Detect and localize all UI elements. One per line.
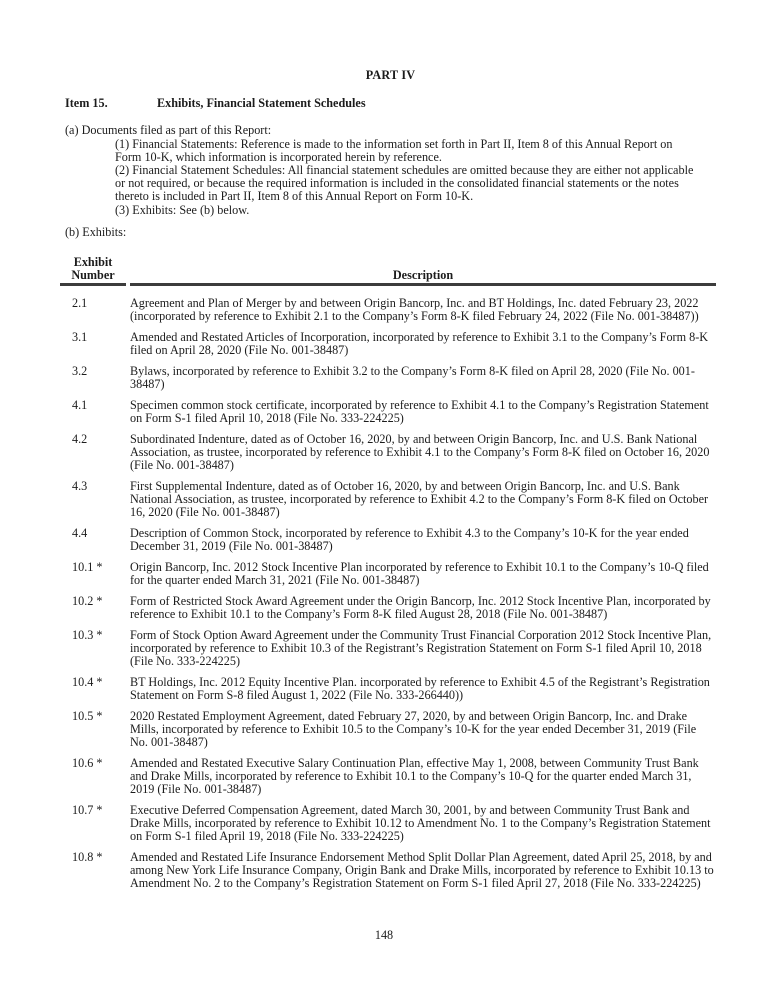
exhibit-description-cell: 2020 Restated Employment Agreement, dated February 27, 2020, by and between Origin Bancorp, Inc. and Drake Mills, incorporated by reference to Exhibit 10.5 to the Company’s 10-K for the year ended December 31, 2019 (File No. 001-38487) — [130, 709, 697, 750]
exhibit-number-cell: 4.4 — [72, 526, 88, 541]
exhibit-row — [60, 843, 716, 890]
exhibit-description-cell: Origin Bancorp, Inc. 2012 Stock Incentive Plan incorporated by reference to Exhibit 10.1 to the Company’s 10-Q filed for the quarter ended March 31, 2021 (File No. 001-38487) — [130, 560, 709, 588]
page-number: 148 — [374, 928, 394, 942]
exhibit-number-cell: 3.1 — [72, 330, 88, 345]
exhibit-number-cell: 4.3 — [72, 479, 88, 494]
exhibit-number-header-line2: Number — [71, 268, 115, 283]
exhibit-number-cell: 4.2 — [72, 432, 88, 447]
exhibit-description-cell: Amended and Restated Life Insurance Endorsement Method Split Dollar Plan Agreement, dated April 25, 2018, by and among New York Life Insurance Company, Origin Bank and Drake Mills, incorporated by reference to Exhibit 10.13 to Amendment No. 2 to the Company’s Registration Statement on Form S-1 filed April 27, 2018 (File No. 333-224225) — [130, 850, 714, 891]
exhibit-number-cell: 10.6 * — [72, 756, 103, 771]
paragraph-financial-statement-schedules: (2) Financial Statement Schedules: All financial statement schedules are omitted because they are either not applicable or not required, or because the required information is included in the consolidated financial statements or the notes thereto is included in Part II, Item 8 of this Annual Report on Form 10-K. — [115, 163, 694, 204]
exhibit-row — [60, 286, 716, 323]
exhibit-row — [60, 621, 716, 668]
exhibits-table-header-row — [60, 256, 716, 286]
exhibit-description-cell: BT Holdings, Inc. 2012 Equity Incentive Plan. incorporated by reference to Exhibit 4.5 of the Registrant’s Registration Statement on Form S-8 filed August 1, 2022 (File No. 333-266440)) — [130, 675, 710, 703]
exhibit-number-cell: 10.4 * — [72, 675, 103, 690]
exhibit-description-cell: Form of Restricted Stock Award Agreement under the Origin Bancorp, Inc. 2012 Stock Incentive Plan, incorporated by reference to Exhibit 10.1 to the Company’s Form 8-K filed August 28, 2018 (File No. 001-38487) — [130, 594, 711, 622]
section-b-heading: (b) Exhibits: — [65, 224, 127, 239]
exhibit-description-cell: Amended and Restated Articles of Incorporation, incorporated by reference to Exhibit 3.1 to the Company’s Form 8-K filed on April 28, 2020 (File No. 001-38487) — [130, 330, 709, 358]
exhibit-description-cell: Agreement and Plan of Merger by and between Origin Bancorp, Inc. and BT Holdings, Inc. dated February 23, 2022 (incorporated by reference to Exhibit 2.1 to the Company’s Form 8-K filed February 24, 2022 (File No. 001-38487)) — [130, 296, 699, 324]
exhibit-row — [60, 391, 716, 425]
page-content — [65, 0, 716, 890]
item-number-label: Item 15. — [65, 96, 108, 111]
exhibit-row — [60, 668, 716, 702]
item-title-label: Exhibits, Financial Statement Schedules — [157, 96, 366, 111]
section-a-heading: (a) Documents filed as part of this Report: — [65, 123, 272, 138]
exhibit-description-cell: First Supplemental Indenture, dated as of October 16, 2020, by and between Origin Bancorp, Inc. and U.S. Bank National Association, as trustee, incorporated by reference to Exhibit 4.2 to the Company’s Form 8-K filed on October 16, 2020 (File No. 001-38487) — [130, 479, 709, 520]
exhibit-description-cell: Form of Stock Option Award Agreement under the Community Trust Financial Corporation 2012 Stock Incentive Plan, incorporated by reference to Exhibit 10.3 of the Registrant’s Registration Statement on Form S-1 filed April 10, 2018 (File No. 333-224225) — [130, 628, 712, 669]
exhibit-number-column-header — [60, 256, 126, 286]
exhibit-description-cell: Description of Common Stock, incorporated by reference to Exhibit 4.3 to the Company’s 10-K for the year ended December 31, 2019 (File No. 001-38487) — [130, 526, 689, 554]
part-title: PART IV — [365, 68, 416, 82]
exhibit-number-header-line1: Exhibit — [73, 255, 113, 270]
exhibit-row — [60, 587, 716, 621]
exhibit-number-cell: 4.1 — [72, 398, 88, 413]
exhibit-row — [60, 323, 716, 357]
exhibit-description-cell: Subordinated Indenture, dated as of October 16, 2020, by and between Origin Bancorp, Inc. and U.S. Bank National Association, as trustee, incorporated by reference to Exhibit 4.1 to the Company’s Form 8-K filed on October 16, 2020 (File No. 001-38487) — [130, 432, 710, 473]
exhibit-number-cell: 10.8 * — [72, 850, 103, 865]
exhibit-row — [60, 472, 716, 519]
exhibit-row — [60, 519, 716, 553]
exhibit-number-cell: 2.1 — [72, 296, 88, 311]
exhibit-number-cell: 3.2 — [72, 364, 88, 379]
exhibit-description-cell: Specimen common stock certificate, incorporated by reference to Exhibit 4.1 to the Company’s Registration Statement on Form S-1 filed April 10, 2018 (File No. 333-224225) — [130, 398, 709, 426]
exhibit-number-cell: 10.1 * — [72, 560, 103, 575]
paragraph-financial-statements: (1) Financial Statements: Reference is made to the information set forth in Part II, Item 8 of this Annual Report on Form 10-K, which information is incorporated herein by reference. — [115, 136, 673, 164]
exhibit-row — [60, 749, 716, 796]
exhibit-description-cell: Amended and Restated Executive Salary Continuation Plan, effective May 1, 2008, between Community Trust Bank and Drake Mills, incorporated by reference to Exhibit 10.1 to the Company’s 10-Q for the quarter ended March 31, 2019 (File No. 001-38487) — [130, 756, 699, 797]
exhibit-number-cell: 10.7 * — [72, 803, 103, 818]
exhibit-number-cell: 10.2 * — [72, 594, 103, 609]
exhibit-number-cell: 10.5 * — [72, 709, 103, 724]
exhibits-table — [60, 256, 716, 890]
exhibit-row — [60, 702, 716, 749]
paragraph-exhibits-note: (3) Exhibits: See (b) below. — [115, 202, 250, 217]
exhibit-row — [60, 425, 716, 472]
exhibit-row — [60, 553, 716, 587]
exhibit-number-cell: 10.3 * — [72, 628, 103, 643]
section-a-paragraphs — [115, 138, 701, 217]
exhibit-row — [60, 357, 716, 391]
exhibit-row — [60, 796, 716, 843]
exhibit-description-cell: Bylaws, incorporated by reference to Exhibit 3.2 to the Company’s Form 8-K filed on April 28, 2020 (File No. 001-38487) — [130, 364, 695, 392]
item-15-heading — [65, 97, 716, 110]
description-column-header: Description — [130, 256, 716, 286]
exhibit-description-cell: Executive Deferred Compensation Agreement, dated March 30, 2001, by and between Community Trust Bank and Drake Mills, incorporated by reference to Exhibit 10.12 to Amendment No. 1 to the Company’s Registration Statement on Form S-1 filed April 19, 2018 (File No. 333-224225) — [130, 803, 711, 844]
